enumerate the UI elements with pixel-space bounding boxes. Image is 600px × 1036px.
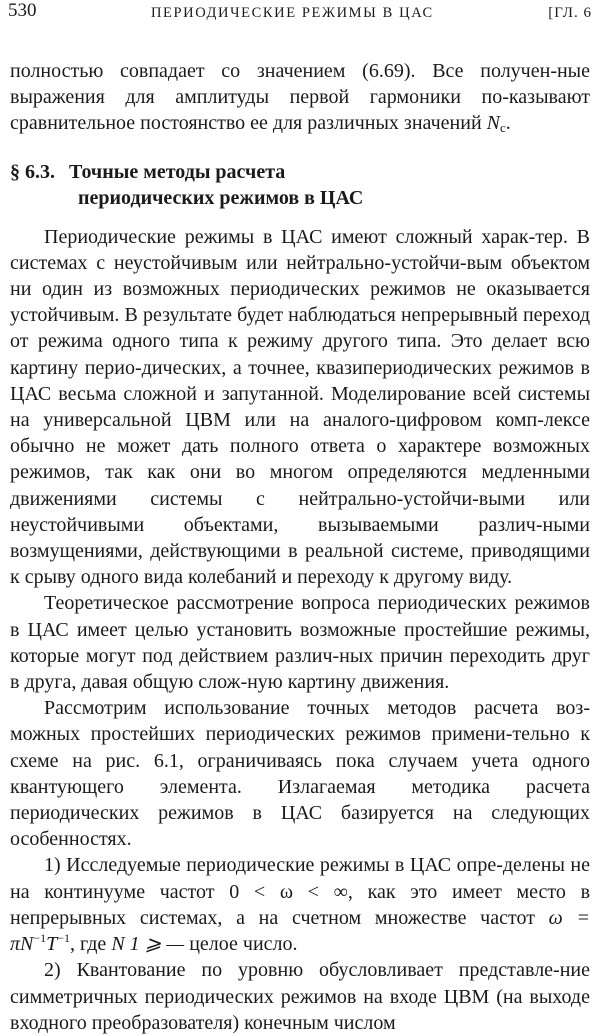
paragraph-2: Теоретическое рассмотрение вопроса периодических режимов в ЦАС имеет целью установить возможные простейшие режимы, которые могут под действием различ-ных причин переходить друг в друга, давая общую слож-ную картину движения. — [10, 592, 590, 694]
item1-condition: N 1 ⩾ — — [111, 933, 185, 956]
chapter-marker: [ГЛ. 6 — [548, 5, 592, 21]
paragraph-3: Рассмотрим использование точных методов расчета воз-можных простейших периодических режимов примени-тельно к схеме на рис. 6.1, ограничиваясь пока случаем учета одного квантующего элемента. Излагаемая методика расчета периодических режимов в ЦАС базируется на следующих особенностях. — [10, 697, 590, 851]
item1-inequality: 0 < ω < ∞ — [229, 880, 348, 903]
section-heading-line1 — [10, 159, 590, 185]
intro-text: полностью совпадает со значением (6.69). Все получен-ные выражения для амплитуды первой гармоники по-казывают сравнительное постоянство ее для различных значений — [10, 60, 590, 135]
item1-formula-t: T — [46, 933, 58, 956]
intro-paragraph — [10, 58, 590, 137]
intro-var: N — [486, 112, 500, 135]
section-title-line2: периодических режимов в ЦАС — [78, 186, 364, 209]
page-body — [10, 58, 590, 1036]
paragraph-1: Периодические режимы в ЦАС имеют сложный харак-тер. В системах с неустойчивым или нейтрально-устойчи-вым объектом ни один из возможных периодических режимов не оказывается устойчивым. В результате будет наблюдаться непрерывный переход от режима одного типа к режиму другого типа. Это делает всю картину перио-дических, а точнее, квазипериодических режимов в ЦАС весьма сложной и запутанной. Моделирование всей системы на универсальной ЦВМ или на аналого-цифровом комп-лексе обычно не может дать полного ответа о характере возможных режимов, так как они во многом определяются медленными движениями системы с нейтрально-устойчи-выми или неустойчивыми объектами, вызываемыми различ-ными возмущениями, действующими в реальной системе, приводящими к срыву одного вида колебаний и переходу к другому виду. — [10, 225, 590, 589]
page-number: 530 — [8, 0, 37, 21]
item1-exp2: −1 — [57, 931, 71, 946]
list-item-2: 2) Квантование по уровню обусловливает представле-ние симметричных периодических режимов на входе ЦВМ (на выходе входного преобразователя) конечным числом — [10, 959, 590, 1034]
intro-var-sub: c — [499, 120, 506, 136]
item1-exp1: −1 — [33, 931, 47, 946]
item1-text-d: целое число. — [189, 933, 298, 956]
item1-formula: ω = πN — [10, 906, 590, 956]
section-title-line1: Точные методы расчета — [69, 160, 286, 183]
item1-text-c: , где — [70, 933, 112, 956]
intro-end: . — [505, 112, 511, 135]
section-heading — [10, 159, 590, 211]
page-header — [8, 0, 592, 30]
section-number: § 6.3. — [10, 160, 55, 183]
item1-text-a: 1) Исследуемые периодические режимы в ЦАС опре-делены не на континууме частот — [10, 854, 590, 903]
list-item-1 — [10, 852, 590, 957]
running-title: ПЕРИОДИЧЕСКИЕ РЕЖИМЫ В ЦАС — [150, 5, 434, 21]
item1-text-b: , как это имеет место в непрерывных системах, а на счетном множестве частот — [10, 880, 591, 929]
